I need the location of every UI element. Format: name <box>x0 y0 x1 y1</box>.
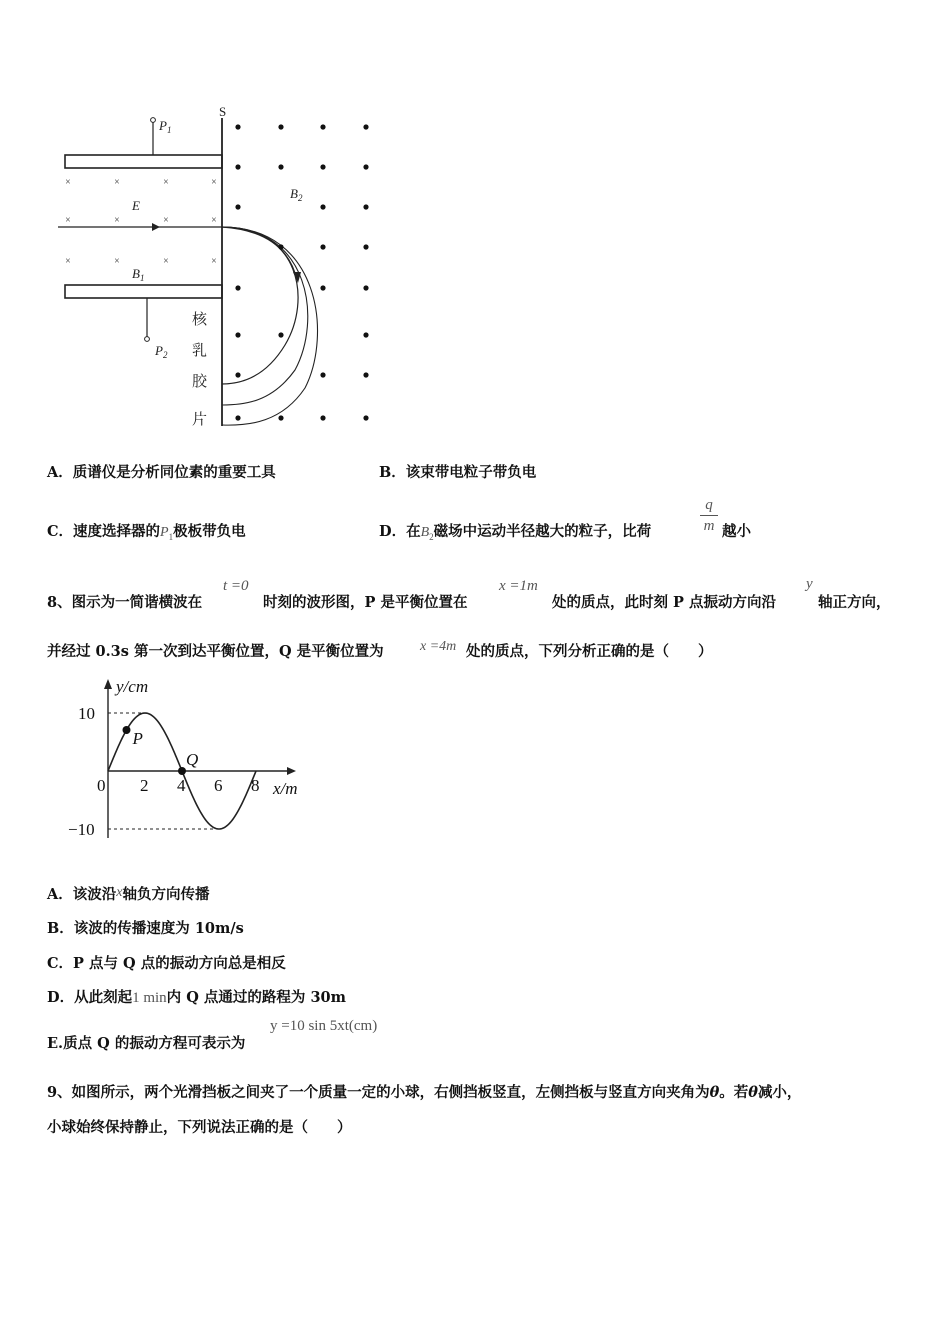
label-p2: $P_2$ <box>155 343 168 360</box>
point-q <box>178 767 186 775</box>
math-t0: t =0 <box>223 578 249 594</box>
math-x1: x =1m <box>499 578 538 594</box>
svg-text:×: × <box>163 215 169 226</box>
x-tick-label: 6 <box>214 776 223 795</box>
wave-chart <box>60 670 330 845</box>
math-y: y <box>806 576 813 592</box>
q-over-m-fraction: q m <box>700 496 718 535</box>
svg-text:×: × <box>114 177 120 188</box>
y-axis-arrow-icon <box>104 679 112 689</box>
svg-text:×: × <box>211 177 217 188</box>
film-label <box>192 310 208 428</box>
svg-text:核: 核 <box>192 312 208 328</box>
x-tick-label: 2 <box>140 776 149 795</box>
svg-text:片: 片 <box>192 412 208 428</box>
q8-stem-line2: 并经过 0.3s 第一次到达平衡位置，Q 是平衡位置为 <box>47 643 384 660</box>
point-p <box>123 726 131 734</box>
q8-stem-line2b: 处的质点，下列分析正确的是（ ） <box>466 643 713 660</box>
q8-option-b: B．该波的传播速度为 10m/s <box>47 920 244 937</box>
label-s: S <box>219 104 227 119</box>
q9-stem-line2: 小球始终保持静止，下列说法正确的是（ ） <box>47 1119 352 1136</box>
q8-option-e-equation: y =10 sin 5xt(cm) <box>270 1018 378 1034</box>
b2-field-dots <box>235 124 368 420</box>
svg-text:×: × <box>163 256 169 267</box>
svg-text:×: × <box>163 177 169 188</box>
x-tick-label: 4 <box>177 776 186 795</box>
point-label-p: P <box>132 728 143 748</box>
point-label-q: Q <box>186 750 199 769</box>
q8-stem-line1c: 处的质点，此时刻 P 点振动方向沿 <box>552 594 776 611</box>
q8-stem-line1: 8、图示为一简谐横波在 <box>47 594 203 611</box>
p1-terminal-icon <box>151 118 156 123</box>
mass-spectrometer-figure <box>50 100 390 440</box>
q8-stem-line1b: 时刻的波形图，P 是平衡位置在 <box>263 594 468 611</box>
label-b1: $B_1$ <box>132 266 145 283</box>
svg-text:×: × <box>65 215 71 226</box>
math-x4: x =4m <box>420 639 457 654</box>
q7-option-a: A．质谱仪是分析同位素的重要工具 <box>47 464 276 481</box>
p2-terminal-icon <box>145 337 150 342</box>
beam-arrow-icon <box>152 223 160 231</box>
b1-field-crosses <box>65 177 217 267</box>
y-axis-label: y/cm <box>116 677 149 696</box>
x-tick-label: 0 <box>97 776 106 795</box>
q8-option-d: D．从此刻起1 min内 Q 点通过的路程为 30m <box>47 989 346 1006</box>
y-tick-label: −10 <box>68 820 95 839</box>
q8-option-e: E.质点 Q 的振动方程可表示为 <box>47 1035 246 1052</box>
x-axis-label: x/m <box>273 779 298 798</box>
q8-option-c: C．P 点与 Q 点的振动方向总是相反 <box>47 955 286 972</box>
x-tick-label: 8 <box>251 776 260 795</box>
upper-plate <box>65 155 222 168</box>
svg-text:×: × <box>114 215 120 226</box>
y-tick-label: 10 <box>78 704 95 723</box>
label-e: E <box>132 198 140 213</box>
svg-text:×: × <box>114 256 120 267</box>
svg-text:×: × <box>65 177 71 188</box>
q7-option-d: D．在$B_2$磁场中运动半径越大的粒子，比荷 越小 <box>379 523 751 542</box>
x-axis-arrow-icon <box>287 767 296 775</box>
q7-option-b: B．该束带电粒子带负电 <box>379 464 537 481</box>
svg-text:×: × <box>211 215 217 226</box>
label-b2: $B_2$ <box>290 186 303 203</box>
svg-text:乳: 乳 <box>192 343 208 359</box>
svg-text:胶: 胶 <box>192 374 208 390</box>
label-p1: $P_1$ <box>159 118 172 135</box>
lower-plate <box>65 285 222 298</box>
q9-stem-line1: 9、如图所示，两个光滑挡板之间夹了一个质量一定的小球，右侧挡板竖直，左侧挡板与竖直方向夹角为θ。若θ减小， <box>47 1084 802 1101</box>
svg-text:×: × <box>211 256 217 267</box>
svg-text:×: × <box>65 256 71 267</box>
q8-stem-line1d: 轴正方向， <box>818 594 891 611</box>
q8-option-a: A．该波沿x轴负方向传播 <box>47 885 210 903</box>
q7-option-c: C．速度选择器的$P_1$极板带负电 <box>47 523 246 542</box>
